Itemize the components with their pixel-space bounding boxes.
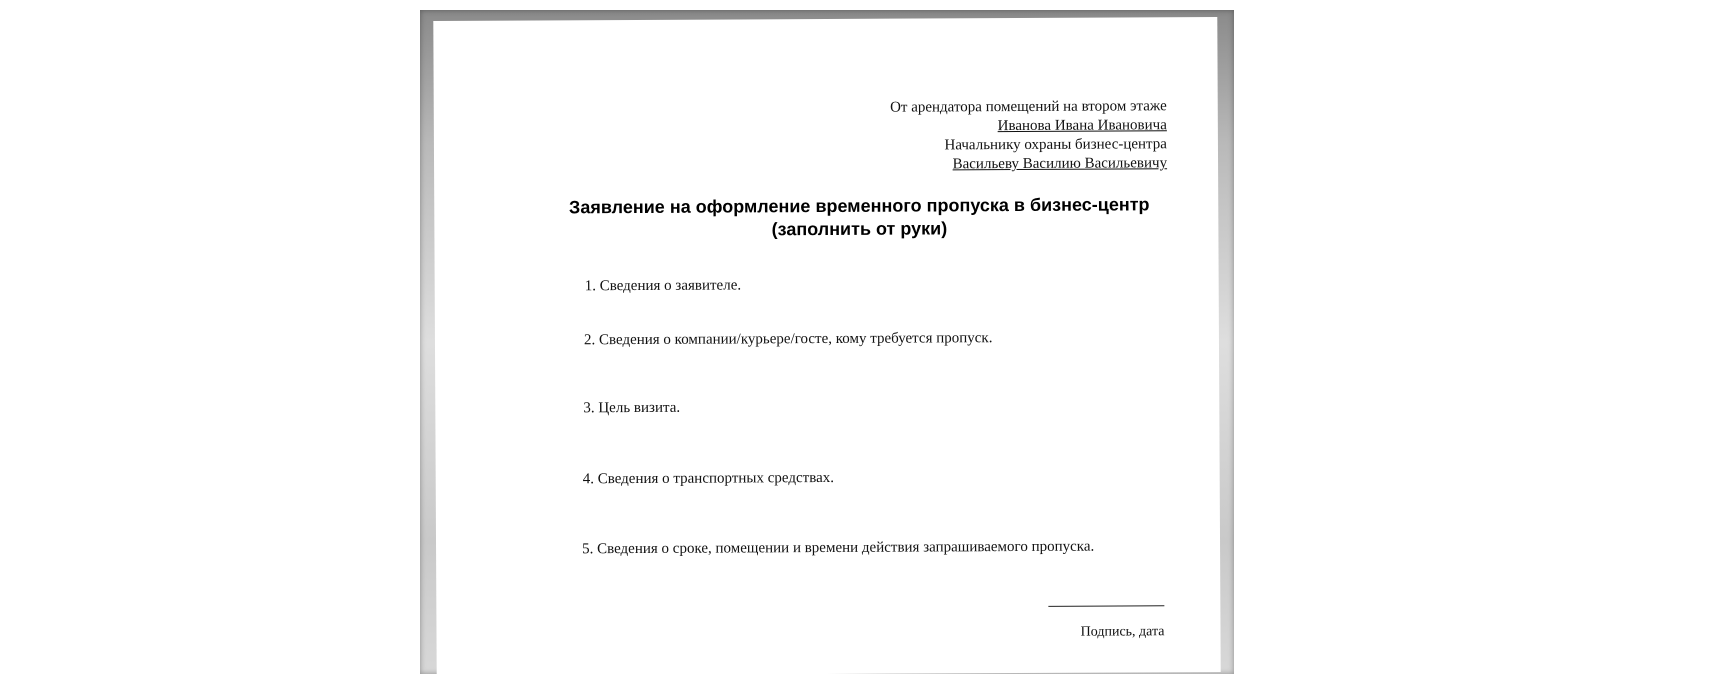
- document-page: [433, 17, 1220, 676]
- address-block: [890, 97, 1167, 174]
- signature-label: Подпись, дата: [1080, 624, 1165, 640]
- to-name: Васильеву Василию Васильевичу: [952, 155, 1168, 173]
- signature-line: [1048, 605, 1164, 607]
- from-name: Иванова Ивана Ивановича: [997, 117, 1167, 135]
- section-purpose: 3. Цель визита.: [583, 399, 681, 417]
- section-company: 2. Сведения о компании/курьере/госте, кому требуется пропуск.: [583, 330, 993, 349]
- section-applicant: 1. Сведения о заявителе.: [584, 277, 742, 295]
- title-line-2: (заполнить от руки): [771, 218, 948, 240]
- from-line: От арендатора помещений на втором этаже: [890, 98, 1167, 116]
- title-line-1: Заявление на оформление временного пропуска в бизнес-центр: [568, 194, 1150, 218]
- section-period: 5. Сведения о сроке, помещении и времени действия запрашиваемого пропуска.: [582, 538, 1095, 558]
- document-title: [554, 193, 1164, 242]
- to-line: Начальнику охраны бизнес-центра: [944, 136, 1167, 154]
- section-vehicles: 4. Сведения о транспортных средствах.: [582, 469, 835, 488]
